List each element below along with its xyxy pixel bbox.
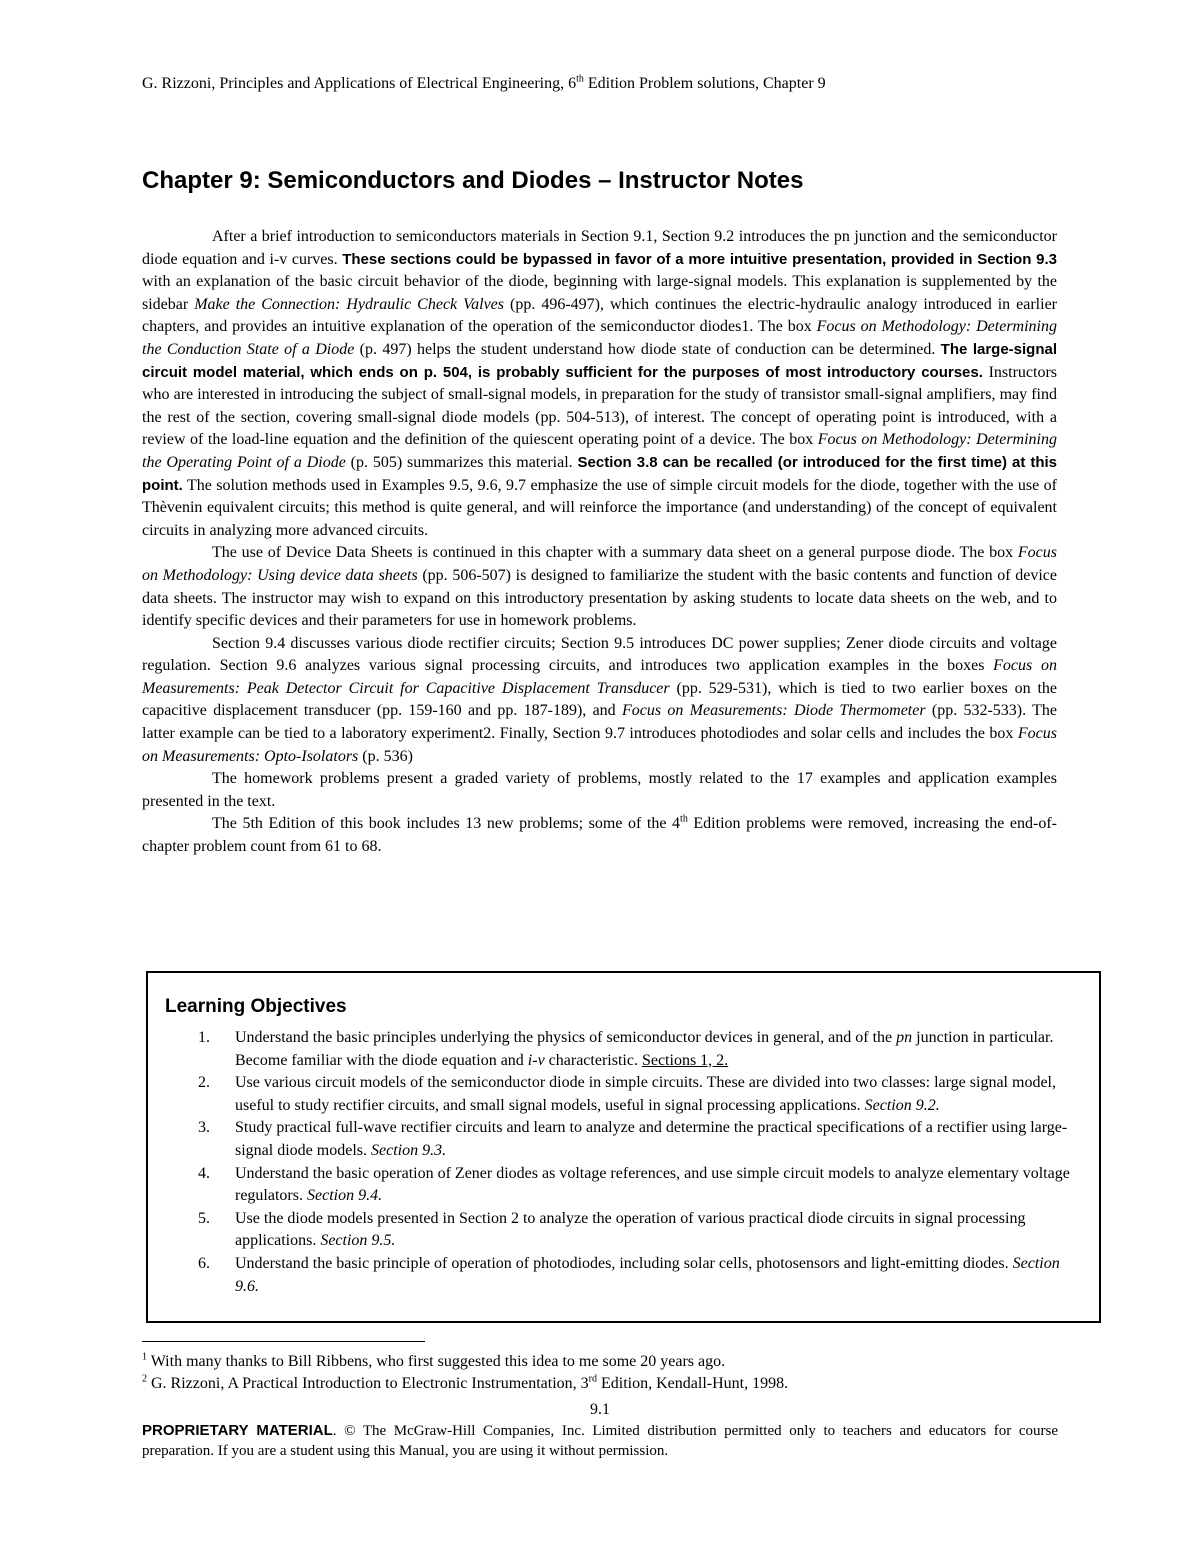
objective-item: 1. Understand the basic principles underlying the physics of semiconductor devices in general, and of the pn junction in particular. Become familiar with the diode equation and i-v characteristic. Sections 1, 2. — [198, 1029, 1054, 1069]
objective-item: 4. Understand the basic operation of Zener diodes as voltage references, and use simple circuit models to analyze elementary voltage regulators. Section 9.4. — [198, 1164, 1070, 1205]
header-text-tail: Edition Problem solutions, Chapter 9 — [583, 75, 826, 92]
paragraph-homework: The homework problems present a graded variety of problems, mostly related to the 17 examples and application examples presented in the text. — [142, 770, 1057, 810]
learning-objectives-title: Learning Objectives — [165, 996, 347, 1017]
sections-link[interactable]: Sections 1, 2. — [641, 1051, 729, 1069]
paragraph-edition: The 5th Edition of this book includes 13 new problems; some of the 4th Edition problems were removed, increasing the end-of-chapter problem count from 61 to 68. — [142, 814, 1057, 856]
chapter-title: Chapter 9: Semiconductors and Diodes – Instructor Notes — [142, 167, 804, 194]
learning-objectives-list — [198, 1027, 1078, 1298]
footnote-separator — [142, 1341, 425, 1342]
page-number: 9.1 — [590, 1401, 610, 1418]
paragraph-data-sheets: The use of Device Data Sheets is continued in this chapter with a summary data sheet on a general purpose diode. The box Focus on Methodology: Using device data sheets (pp. 506-507) is designed to familiarize the student with the basic contents and function of device data sheets. The instructor may wish to expand on this introductory presentation by asking students to locate data sheets on the web, and to identify specific devices and their parameters for use in homework problems. — [142, 544, 1058, 630]
header-superscript: th — [576, 73, 584, 85]
objective-item: 6. Understand the basic principle of operation of photodiodes, including solar cells, photosensors and light-emitting diodes. Section 9.6. — [198, 1254, 1060, 1295]
paragraph-intro: After a brief introduction to semiconductors materials in Section 9.1, Section 9.2 introduces the pn junction and the semiconductor diode equation and i-v curves. These sections could be bypassed in favor of a more intuitive presentation, provided in Section 9.3 with an explanation of the basic circuit behavior of the diode, beginning with large-signal models. This explanation is supplemented by the sidebar Make the Connection: Hydraulic Check Valves (pp. 496-497), which continues the electric-hydraulic analogy introduced in earlier chapters, and provides an intuitive explanation of the operation of the semiconductor diodes1. The box Focus on Methodology: Determining the Conduction State of a Diode (p. 497) helps the student understand how diode state of conduction can be determined. The large-signal circuit model material, which ends on p. 504, is probably sufficient for the purposes of most introductory courses. Instructors who are interested in introducing the subject of small-signal models, in preparation for the study of transistor small-signal amplifiers, may find the rest of the section, covering small-signal diode models (pp. 504-513), of interest. The concept of operating point is introduced, with a review of the load-line equation and the definition of the quiescent operating point of a device. The box Focus on Methodology: Determining the Operating Point of a Diode (p. 505) summarizes this material. Section 3.8 can be recalled (or introduced for the first time) at this point. The solution methods used in Examples 9.5, 9.6, 9.7 emphasize the use of simple circuit models for the diode, together with the use of Thèvenin equivalent circuits; this method is quite general, and will reinforce the importance (and understanding) of the concept of equivalent circuits in analyzing more advanced circuits. — [142, 228, 1058, 539]
paragraph-sections: Section 9.4 discusses various diode rectifier circuits; Section 9.5 introduces DC power supplies; Zener diode circuits and voltage regulation. Section 9.6 analyzes various signal processing circuits, and introduces two application examples in the boxes Focus on Measurements: Peak Detector Circuit for Capacitive Displacement Transducer (pp. 529-531), which is tied to two earlier boxes on the capacitive displacement transducer (pp. 159-160 and pp. 187-189), and Focus on Measurements: Diode Thermometer (pp. 532-533). The latter example can be tied to a laboratory experiment2. Finally, Section 9.7 introduces photodiodes and solar cells and includes the box Focus on Measurements: Opto-Isolators (p. 536) — [142, 634, 1058, 765]
objective-item: 3. Study practical full-wave rectifier circuits and learn to analyze and determine the practical specifications of a rectifier using large-signal diode models. Section 9.3. — [198, 1119, 1068, 1159]
header-text: G. Rizzoni, Principles and Applications of Electrical Engineering, 6 — [142, 75, 577, 92]
proprietary-notice: PROPRIETARY MATERIAL. © The McGraw-Hill Companies, Inc. Limited distribution permitted only to teachers and educators for course preparation. If you are a student using this Manual, you are using it without permission. — [142, 1422, 1058, 1459]
learning-objectives-box — [146, 971, 1101, 1323]
objective-item: 5. Use the diode models presented in Section 2 to analyze the operation of various practical diode circuits in signal processing applications. Section 9.5. — [198, 1209, 1026, 1250]
objective-item: 2. Use various circuit models of the semiconductor diode in simple circuits. These are divided into two classes: large signal model, useful to study rectifier circuits, and small signal models, useful in signal processing applications. Section 9.2. — [198, 1074, 1056, 1114]
footnote-1: $^1$ With many thanks to Bill Ribbens, who first suggested this idea to me some 20 years ago. — [142, 1351, 726, 1370]
instructor-notes-body — [142, 226, 1057, 859]
footnotes — [142, 1351, 1042, 1395]
footnote-2: $^2$ G. Rizzoni, A Practical Introduction to Electronic Instrumentation, 3rd Edition, Kendall-Hunt, 1998. — [142, 1373, 789, 1392]
running-header — [142, 74, 1042, 94]
